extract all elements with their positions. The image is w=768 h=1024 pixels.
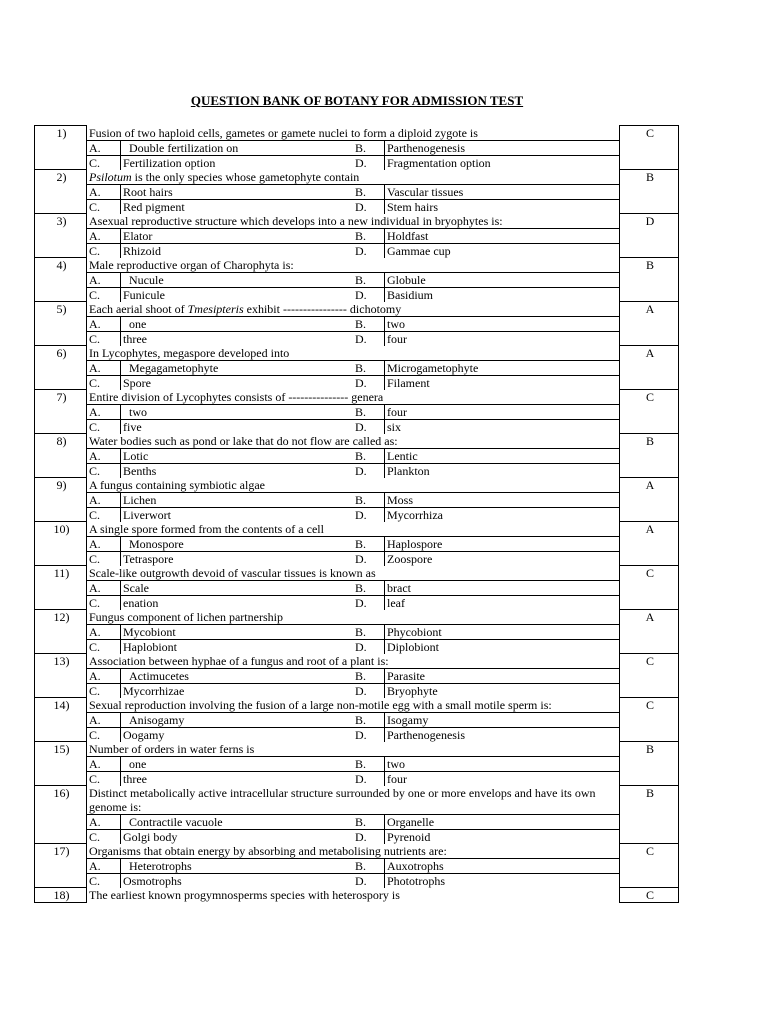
option-b-text: Organelle [385,814,620,829]
question-row [35,390,679,405]
options-row [35,199,679,214]
option-b-text: Holdfast [385,228,620,243]
option-b-text: two [385,316,620,331]
option-d-letter: D. [353,683,385,698]
option-b-letter: B. [353,448,385,463]
answer-key: B [620,258,679,302]
question-row [35,698,679,713]
options-row [35,184,679,199]
option-a-text: Nucule [121,272,354,287]
option-c-text: Tetraspore [123,551,174,566]
question-row [35,170,679,185]
option-a-text: Lotic [121,448,354,463]
option-a-letter: A. [87,140,121,155]
options-row [35,463,679,478]
option-d-letter: D. [353,463,385,478]
option-b-letter: B. [353,140,385,155]
options-row [35,287,679,302]
question-row [35,214,679,229]
option-d-letter: D. [353,331,385,346]
option-d-text: Basidium [387,287,434,302]
option-a-letter: A. [87,404,121,419]
question-number: 4) [35,258,87,302]
answer-key: C [620,654,679,698]
options-row [35,668,679,683]
option-d-text: four [387,771,407,786]
option-b-letter: B. [353,316,385,331]
option-b-text: Auxotrophs [385,858,620,873]
options-row [35,858,679,873]
option-b-text: Parthenogenesis [385,140,620,155]
option-b-letter: B. [353,360,385,375]
question-stem: A fungus containing symbiotic algae [87,478,620,493]
question-stem: Number of orders in water ferns is [87,742,620,757]
option-b-letter: B. [353,814,385,829]
option-a-text: Megagametophyte [121,360,354,375]
option-d-text: Stem hairs [387,199,438,214]
option-c-letter: C. [87,463,121,478]
option-b-letter: B. [353,624,385,639]
option-c-text: Funicule [123,287,165,302]
question-stem: Organisms that obtain energy by absorbing and metabolising nutrients are: [87,844,620,859]
question-stem [87,302,620,317]
option-b-text: four [385,404,620,419]
option-d-letter: D. [353,419,385,434]
stem-text: is the only species whose gametophyte contain [131,169,360,184]
option-c-text: Osmotrophs [123,873,182,888]
question-number: 9) [35,478,87,522]
question-row [35,522,679,537]
option-c-letter: C. [87,199,121,214]
question-number: 17) [35,844,87,888]
option-a-letter: A. [87,316,121,331]
options-row [35,727,679,742]
options-row [35,155,679,170]
question-stem: Fungus component of lichen partnership [87,610,620,625]
option-d-text: Bryophyte [387,683,438,698]
option-c-letter: C. [87,873,121,888]
option-c-text: Liverwort [123,507,171,522]
option-d-letter: D. [353,199,385,214]
option-a-letter: A. [87,712,121,727]
answer-key: D [620,214,679,258]
option-d-text: Parthenogenesis [387,727,465,742]
option-a-text: Actimucetes [121,668,354,683]
options-row [35,375,679,390]
page-title: QUESTION BANK OF BOTANY FOR ADMISSION TEST [190,93,524,108]
question-stem: Asexual reproductive structure which develops into a new individual in bryophytes is: [87,214,620,229]
question-row [35,434,679,449]
option-b-text: Microgametophyte [385,360,620,375]
question-row [35,742,679,757]
options-row [35,536,679,551]
option-b-text: Isogamy [385,712,620,727]
answer-key: C [620,844,679,888]
options-row [35,551,679,566]
question-stem: A single spore formed from the contents of a cell [87,522,620,537]
answer-key: C [620,888,679,903]
option-d-letter: D. [353,595,385,610]
option-b-text: Moss [385,492,620,507]
question-stem: The earliest known progymnosperms species with heterospory is [89,887,400,902]
option-b-text: Vascular tissues [385,184,620,199]
question-stem [87,170,620,185]
stem-prefix-text: Each aerial shoot of [89,301,188,316]
options-row [35,595,679,610]
answer-key: B [620,786,679,844]
options-row [35,624,679,639]
option-b-text: bract [385,580,620,595]
option-b-letter: B. [353,858,385,873]
question-number: 16) [35,786,87,844]
options-row [35,272,679,287]
question-stem: Association between hyphae of a fungus and root of a plant is: [87,654,620,669]
option-c-text: five [123,419,142,434]
option-c-text: Mycorrhizae [123,683,185,698]
option-c-text: three [123,331,147,346]
option-b-letter: B. [353,184,385,199]
options-row [35,580,679,595]
question-number: 2) [35,170,87,214]
options-row [35,756,679,771]
option-c-letter: C. [87,829,121,844]
option-a-text: Monospore [121,536,354,551]
option-b-letter: B. [353,712,385,727]
question-row [35,478,679,493]
option-a-letter: A. [87,580,121,595]
option-d-letter: D. [353,551,385,566]
option-c-letter: C. [87,287,121,302]
options-row [35,360,679,375]
option-b-letter: B. [353,272,385,287]
options-row [35,683,679,698]
options-row [35,712,679,727]
option-c-text: Benths [123,463,157,478]
option-a-letter: A. [87,756,121,771]
option-a-letter: A. [87,360,121,375]
question-stem: In Lycophytes, megaspore developed into [87,346,620,361]
option-b-letter: B. [353,668,385,683]
options-row [35,814,679,829]
option-b-text: two [385,756,620,771]
option-c-text: Rhizoid [123,243,161,258]
question-number: 10) [35,522,87,566]
option-c-text: three [123,771,147,786]
option-d-text: Plankton [387,463,430,478]
option-b-letter: B. [353,756,385,771]
option-d-letter: D. [353,507,385,522]
option-c-letter: C. [87,595,121,610]
option-a-text: Scale [121,580,354,595]
option-c-letter: C. [87,331,121,346]
options-row [35,873,679,888]
question-number: 11) [35,566,87,610]
option-a-text: Lichen [121,492,354,507]
option-b-letter: B. [353,492,385,507]
option-d-text: Filament [387,375,430,390]
option-c-letter: C. [87,551,121,566]
answer-key: B [620,742,679,786]
answer-key: C [620,698,679,742]
option-a-text: one [121,316,354,331]
question-table [34,125,679,903]
option-c-letter: C. [87,771,121,786]
question-table-body [35,126,679,903]
option-c-text: Haplobiont [123,639,177,654]
question-row [35,258,679,273]
option-d-letter: D. [353,155,385,170]
option-c-text: Golgi body [123,829,178,844]
question-stem: Male reproductive organ of Charophyta is: [87,258,620,273]
question-stem: Distinct metabolically active intracellular structure surrounded by one or more envelops and have its own genome is: [87,786,620,815]
option-a-letter: A. [87,536,121,551]
option-d-text: Phototrophs [387,873,446,888]
option-b-letter: B. [353,404,385,419]
question-row [35,126,679,141]
answer-key: B [620,170,679,214]
question-stem: Sexual reproduction involving the fusion of a large non-motile egg with a small motile sperm is: [87,698,620,713]
option-a-text: one [121,756,354,771]
options-row [35,419,679,434]
option-b-text: Phycobiont [385,624,620,639]
option-b-letter: B. [353,228,385,243]
option-d-letter: D. [353,771,385,786]
option-a-letter: A. [87,272,121,287]
answer-key: A [620,302,679,346]
option-a-letter: A. [87,184,121,199]
options-row [35,331,679,346]
option-d-text: Mycorrhiza [387,507,443,522]
question-number: 7) [35,390,87,434]
question-number: 6) [35,346,87,390]
option-a-text: Elator [121,228,354,243]
answer-key: A [620,610,679,654]
question-row [35,888,679,903]
option-d-text: six [387,419,402,434]
option-d-text: Fragmentation option [387,155,491,170]
question-row [35,566,679,581]
option-a-text: Heterotrophs [121,858,354,873]
options-row [35,492,679,507]
options-row [35,404,679,419]
option-b-text: Lentic [385,448,620,463]
answer-key: C [620,126,679,170]
option-d-text: Gammae cup [387,243,451,258]
options-row [35,771,679,786]
stem-text: exhibit ---------------- dichotomy [243,301,402,316]
question-number: 15) [35,742,87,786]
option-a-letter: A. [87,228,121,243]
options-row [35,243,679,258]
option-c-letter: C. [87,419,121,434]
question-row [35,346,679,361]
option-a-text: Contractile vacuole [121,814,354,829]
option-c-letter: C. [87,727,121,742]
question-row [35,302,679,317]
option-d-letter: D. [353,727,385,742]
option-a-text: two [121,404,354,419]
question-number: 18) [35,888,87,903]
question-number: 5) [35,302,87,346]
option-c-letter: C. [87,683,121,698]
option-a-letter: A. [87,448,121,463]
option-b-letter: B. [353,536,385,551]
option-a-letter: A. [87,858,121,873]
option-c-letter: C. [87,507,121,522]
option-c-text: Oogamy [123,727,165,742]
answer-key: A [620,346,679,390]
option-a-text: Mycobiont [121,624,354,639]
option-d-letter: D. [353,639,385,654]
options-row [35,829,679,844]
option-d-letter: D. [353,375,385,390]
option-a-text: Anisogamy [121,712,354,727]
option-d-text: leaf [387,595,405,610]
answer-key: A [620,478,679,522]
options-row [35,507,679,522]
option-b-text: Haplospore [385,536,620,551]
question-number: 12) [35,610,87,654]
option-d-text: four [387,331,407,346]
question-row [35,844,679,859]
stem-italic-term: Tmesipteris [187,301,244,316]
stem-italic-term: Psilotum [89,169,132,184]
option-d-text: Zoospore [387,551,433,566]
option-c-text: enation [123,595,159,610]
options-row [35,316,679,331]
options-row [35,140,679,155]
option-c-letter: C. [87,155,121,170]
option-c-text: Fertilization option [123,155,216,170]
option-c-letter: C. [87,375,121,390]
question-row [35,786,679,815]
answer-key: C [620,566,679,610]
question-number: 8) [35,434,87,478]
question-number: 13) [35,654,87,698]
options-row [35,228,679,243]
option-d-letter: D. [353,243,385,258]
answer-key: B [620,434,679,478]
options-row [35,448,679,463]
question-number: 14) [35,698,87,742]
option-b-text: Parasite [385,668,620,683]
option-d-text: Pyrenoid [387,829,431,844]
question-number: 1) [35,126,87,170]
option-a-text: Root hairs [121,184,354,199]
question-stem: Scale-like outgrowth devoid of vascular tissues is known as [87,566,620,581]
question-row [35,610,679,625]
option-c-letter: C. [87,243,121,258]
option-d-letter: D. [353,873,385,888]
option-c-letter: C. [87,639,121,654]
option-d-text: Diplobiont [387,639,440,654]
option-a-letter: A. [87,814,121,829]
option-a-letter: A. [87,668,121,683]
answer-key: A [620,522,679,566]
answer-key: C [620,390,679,434]
option-d-letter: D. [353,287,385,302]
option-b-letter: B. [353,580,385,595]
option-b-text: Globule [385,272,620,287]
question-number: 3) [35,214,87,258]
option-a-letter: A. [87,624,121,639]
question-stem: Water bodies such as pond or lake that do not flow are called as: [87,434,620,449]
option-c-text: Spore [123,375,151,390]
question-stem: Entire division of Lycophytes consists of --------------- genera [87,390,620,405]
option-a-letter: A. [87,492,121,507]
option-d-letter: D. [353,829,385,844]
question-row [35,654,679,669]
option-c-text: Red pigment [123,199,185,214]
question-stem: Fusion of two haploid cells, gametes or gamete nuclei to form a diploid zygote is [87,126,620,141]
options-row [35,639,679,654]
option-a-text: Double fertilization on [121,140,354,155]
